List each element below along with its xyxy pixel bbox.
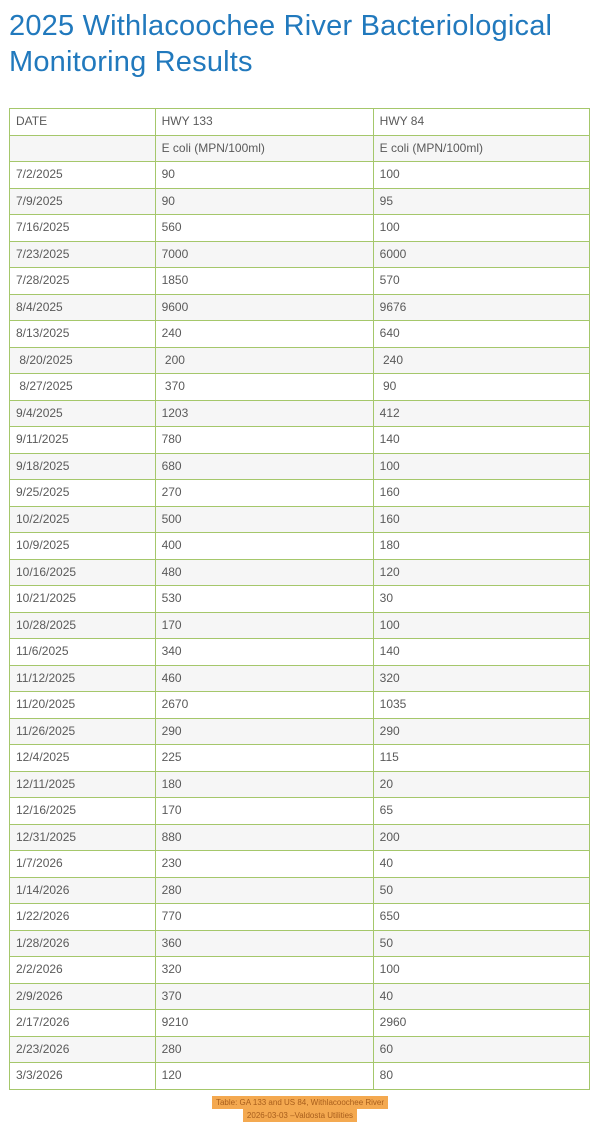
- table-cell: 200: [373, 824, 589, 851]
- table-cell: 320: [373, 665, 589, 692]
- table-cell: 530: [155, 586, 373, 613]
- table-row: [10, 983, 590, 1010]
- table-row: [10, 692, 590, 719]
- table-cell: 12/31/2025: [10, 824, 156, 851]
- table-cell: 90: [155, 162, 373, 189]
- table-cell: 770: [155, 904, 373, 931]
- table-cell: 2960: [373, 1010, 589, 1037]
- table-row: [10, 427, 590, 454]
- table-cell: 1/22/2026: [10, 904, 156, 931]
- header-row: [10, 109, 590, 136]
- table-cell: 100: [373, 612, 589, 639]
- units-cell: [10, 135, 156, 162]
- table-row: [10, 745, 590, 772]
- table-row: [10, 665, 590, 692]
- units-cell: E coli (MPN/100ml): [373, 135, 589, 162]
- table-cell: 7/16/2025: [10, 215, 156, 242]
- table-row: [10, 480, 590, 507]
- table-cell: 12/11/2025: [10, 771, 156, 798]
- table-cell: 10/21/2025: [10, 586, 156, 613]
- table-cell: 9/25/2025: [10, 480, 156, 507]
- table-cell: 140: [373, 639, 589, 666]
- table-cell: 12/16/2025: [10, 798, 156, 825]
- table-cell: 370: [155, 374, 373, 401]
- table-row: [10, 957, 590, 984]
- table-cell: 95: [373, 188, 589, 215]
- table-cell: 1035: [373, 692, 589, 719]
- table-row: [10, 877, 590, 904]
- table-cell: 90: [373, 374, 589, 401]
- table-cell: 270: [155, 480, 373, 507]
- table-cell: 100: [373, 162, 589, 189]
- table-cell: 40: [373, 851, 589, 878]
- table-cell: 280: [155, 877, 373, 904]
- table-cell: 240: [155, 321, 373, 348]
- table-cell: 11/20/2025: [10, 692, 156, 719]
- table-caption-line1: Table: GA 133 and US 84, Withlacoochee River: [212, 1096, 388, 1109]
- table-cell: 460: [155, 665, 373, 692]
- table-cell: 3/3/2026: [10, 1063, 156, 1090]
- table-cell: 9600: [155, 294, 373, 321]
- table-row: [10, 798, 590, 825]
- table-cell: 8/27/2025: [10, 374, 156, 401]
- table-cell: 7/2/2025: [10, 162, 156, 189]
- table-cell: 1850: [155, 268, 373, 295]
- table-cell: 10/28/2025: [10, 612, 156, 639]
- table-cell: 370: [155, 983, 373, 1010]
- table-row: [10, 347, 590, 374]
- table-cell: 640: [373, 321, 589, 348]
- table-cell: 7/9/2025: [10, 188, 156, 215]
- column-header: HWY 133: [155, 109, 373, 136]
- table-cell: 6000: [373, 241, 589, 268]
- table-cell: 160: [373, 506, 589, 533]
- table-cell: 20: [373, 771, 589, 798]
- table-cell: 225: [155, 745, 373, 772]
- table-row: [10, 851, 590, 878]
- results-table-body: [10, 109, 590, 1090]
- table-row: [10, 268, 590, 295]
- table-caption-row2: [0, 1109, 600, 1122]
- table-cell: 360: [155, 930, 373, 957]
- table-cell: 50: [373, 877, 589, 904]
- table-row: [10, 294, 590, 321]
- table-row: [10, 904, 590, 931]
- table-cell: 40: [373, 983, 589, 1010]
- table-cell: 560: [155, 215, 373, 242]
- table-caption-line2: 2026-03-03 –Valdosta Utilities: [243, 1109, 357, 1122]
- table-cell: 7000: [155, 241, 373, 268]
- table-cell: 1/28/2026: [10, 930, 156, 957]
- table-cell: 160: [373, 480, 589, 507]
- table-row: [10, 1036, 590, 1063]
- table-row: [10, 1010, 590, 1037]
- table-cell: 1/7/2026: [10, 851, 156, 878]
- table-cell: 140: [373, 427, 589, 454]
- table-cell: 12/4/2025: [10, 745, 156, 772]
- table-cell: 180: [155, 771, 373, 798]
- table-cell: 500: [155, 506, 373, 533]
- table-row: [10, 321, 590, 348]
- table-row: [10, 453, 590, 480]
- table-cell: 100: [373, 215, 589, 242]
- table-cell: 8/13/2025: [10, 321, 156, 348]
- table-cell: 320: [155, 957, 373, 984]
- table-cell: 8/4/2025: [10, 294, 156, 321]
- table-row: [10, 639, 590, 666]
- table-row: [10, 188, 590, 215]
- page-title: [9, 8, 600, 80]
- table-cell: 400: [155, 533, 373, 560]
- table-cell: 780: [155, 427, 373, 454]
- table-cell: 680: [155, 453, 373, 480]
- page-title-line1: 2025 Withlacoochee River Bacteriological: [9, 10, 553, 42]
- table-cell: 180: [373, 533, 589, 560]
- table-cell: 170: [155, 798, 373, 825]
- table-cell: 9676: [373, 294, 589, 321]
- table-cell: 9/18/2025: [10, 453, 156, 480]
- table-cell: 200: [155, 347, 373, 374]
- table-row: [10, 400, 590, 427]
- table-cell: 7/23/2025: [10, 241, 156, 268]
- table-cell: 11/6/2025: [10, 639, 156, 666]
- table-cell: 11/26/2025: [10, 718, 156, 745]
- table-cell: 100: [373, 453, 589, 480]
- column-header: DATE: [10, 109, 156, 136]
- table-row: [10, 241, 590, 268]
- table-cell: 570: [373, 268, 589, 295]
- table-caption-row1: [0, 1096, 600, 1109]
- table-cell: 2670: [155, 692, 373, 719]
- table-cell: 80: [373, 1063, 589, 1090]
- table-cell: 120: [155, 1063, 373, 1090]
- column-header: HWY 84: [373, 109, 589, 136]
- table-cell: 65: [373, 798, 589, 825]
- table-cell: 170: [155, 612, 373, 639]
- table-row: [10, 559, 590, 586]
- table-row: [10, 374, 590, 401]
- table-row: [10, 612, 590, 639]
- table-cell: 10/2/2025: [10, 506, 156, 533]
- table-cell: 480: [155, 559, 373, 586]
- table-cell: 2/2/2026: [10, 957, 156, 984]
- table-row: [10, 718, 590, 745]
- table-cell: 8/20/2025: [10, 347, 156, 374]
- table-cell: 100: [373, 957, 589, 984]
- table-row: [10, 1063, 590, 1090]
- table-cell: 2/9/2026: [10, 983, 156, 1010]
- table-cell: 90: [155, 188, 373, 215]
- table-row: [10, 506, 590, 533]
- units-row: [10, 135, 590, 162]
- table-cell: 880: [155, 824, 373, 851]
- table-cell: 280: [155, 1036, 373, 1063]
- table-cell: 1/14/2026: [10, 877, 156, 904]
- table-row: [10, 533, 590, 560]
- page-title-line2: Monitoring Results: [9, 46, 253, 78]
- table-row: [10, 824, 590, 851]
- table-cell: 9/4/2025: [10, 400, 156, 427]
- table-cell: 290: [155, 718, 373, 745]
- table-cell: 2/23/2026: [10, 1036, 156, 1063]
- table-cell: 10/16/2025: [10, 559, 156, 586]
- table-cell: 30: [373, 586, 589, 613]
- table-cell: 50: [373, 930, 589, 957]
- table-cell: 412: [373, 400, 589, 427]
- table-cell: 290: [373, 718, 589, 745]
- table-cell: 10/9/2025: [10, 533, 156, 560]
- table-cell: 650: [373, 904, 589, 931]
- table-cell: 60: [373, 1036, 589, 1063]
- table-cell: 340: [155, 639, 373, 666]
- units-cell: E coli (MPN/100ml): [155, 135, 373, 162]
- table-cell: 2/17/2026: [10, 1010, 156, 1037]
- table-row: [10, 586, 590, 613]
- table-cell: 120: [373, 559, 589, 586]
- table-row: [10, 215, 590, 242]
- table-cell: 7/28/2025: [10, 268, 156, 295]
- table-cell: 230: [155, 851, 373, 878]
- table-cell: 115: [373, 745, 589, 772]
- page: [0, 8, 600, 1126]
- table-cell: 9/11/2025: [10, 427, 156, 454]
- table-row: [10, 162, 590, 189]
- table-cell: 11/12/2025: [10, 665, 156, 692]
- results-table: [9, 108, 590, 1090]
- table-cell: 240: [373, 347, 589, 374]
- table-row: [10, 930, 590, 957]
- table-row: [10, 771, 590, 798]
- table-cell: 1203: [155, 400, 373, 427]
- table-cell: 9210: [155, 1010, 373, 1037]
